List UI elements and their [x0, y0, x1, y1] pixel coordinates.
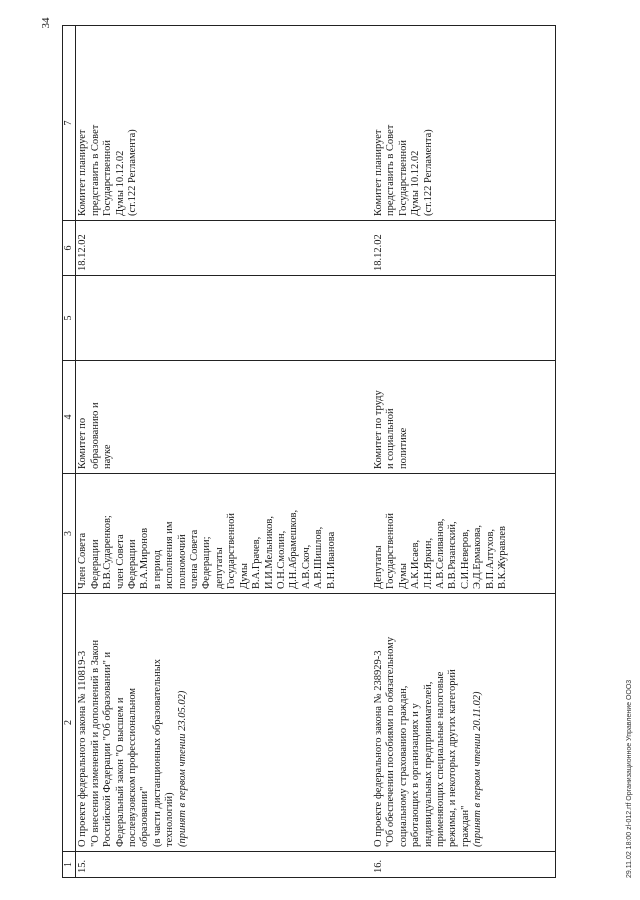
author-line: В.Н.Иванова — [325, 531, 337, 589]
author-line: в период — [151, 549, 163, 589]
bill-reading-note: (принят в первом чтении 23.05.02) — [176, 690, 188, 847]
bill-title-line: работающих в организациях и у — [410, 703, 422, 847]
note-line: Комитет планирует — [372, 129, 384, 216]
bill-title-line: граждан" — [459, 805, 471, 847]
agenda-table — [62, 25, 556, 878]
bill-title-line: послевузовском профессиональном — [127, 687, 139, 847]
bill-title-line: индивидуальных предпринимателей, — [422, 681, 434, 847]
author-line: Федерации; — [201, 536, 213, 589]
committee-line: Комитет по труду — [372, 390, 384, 469]
author-line: полномочий — [176, 534, 188, 589]
committee-line: и социальной — [385, 408, 397, 469]
note-line: Государственной — [102, 140, 114, 216]
author-line: Д.Н.Абрамешков, — [288, 509, 300, 589]
table-row — [372, 26, 556, 878]
col-header-5: 5 — [63, 276, 76, 361]
bill-title-line: образовании" — [139, 786, 151, 847]
committee-cell — [372, 361, 556, 474]
author-line: В.А.Грачев, — [251, 536, 263, 589]
committee-cell — [76, 361, 372, 474]
footer-info: 29.11.02 18:00 zl-012.rtf Организационное Управление ООО3 — [626, 679, 633, 878]
author-line: члена Совета — [189, 529, 201, 589]
author-line: В.В.Рязанский, — [447, 521, 459, 589]
row-number-cell — [76, 852, 372, 878]
date-cell — [372, 221, 556, 276]
date-cell — [76, 221, 372, 276]
committee-line: Комитет по — [77, 417, 89, 469]
author-line: Член Совета — [77, 532, 89, 589]
note-line: Государственной — [397, 140, 409, 216]
note-cell — [372, 26, 556, 221]
bill-title-cell — [76, 594, 372, 852]
bill-title-line: режимы, и некоторых других категорий — [447, 669, 459, 847]
author-line: Думы — [238, 563, 250, 589]
note-line: Думы 10.12.02 — [410, 150, 422, 216]
rotated-page — [40, 17, 634, 878]
committee-line: политике — [397, 427, 409, 469]
page-number: 34 — [40, 17, 52, 29]
header-row — [63, 26, 76, 878]
col-header-3: 3 — [63, 474, 76, 594]
date-value: 18.12.02 — [77, 234, 89, 271]
table-row — [76, 26, 372, 878]
author-line: В.К.Журавлев — [496, 526, 508, 589]
bill-title-cell — [372, 594, 556, 852]
bill-title-line: О проекте федерального закона № 110819-3 — [77, 650, 89, 847]
author-line: Депутаты — [372, 545, 384, 589]
author-line: член Совета — [114, 534, 126, 589]
author-line: А.В.Селиванов, — [434, 518, 446, 589]
author-line: А.В.Шишлов, — [313, 526, 325, 589]
author-line: С.И.Неверов, — [459, 529, 471, 589]
note-line: Комитет планирует — [77, 129, 89, 216]
row-number-cell — [372, 852, 556, 878]
bill-title-line: технологий) — [164, 792, 176, 847]
bill-title-line: "О внесении изменений и дополнений в Закон — [89, 639, 101, 847]
note-line: (ст.122 Регламента) — [127, 129, 139, 216]
author-line: Федерации — [89, 539, 101, 589]
bill-title-line: Российской Федерации "Об образовании" и — [102, 651, 114, 847]
author-line: А.К.Исаев, — [410, 539, 422, 589]
author-line: Государственной — [385, 513, 397, 589]
col-header-1: 1 — [63, 852, 76, 878]
col-header-6: 6 — [63, 221, 76, 276]
author-line: В.П.Алтухов, — [484, 528, 496, 589]
column-5-cell — [372, 276, 556, 361]
author-line: О.Н.Смолин, — [275, 530, 287, 589]
bill-title-line: (в части дистанционных образовательных — [151, 658, 163, 847]
authors-cell — [76, 474, 372, 594]
bill-title-line: применяющих специальные налоговые — [434, 671, 446, 847]
author-line: Государственной — [226, 513, 238, 589]
committee-line: науке — [102, 444, 114, 469]
col-header-7: 7 — [63, 26, 76, 221]
bill-title-line: Федеральный закон "О высшем и — [114, 697, 126, 847]
date-value: 18.12.02 — [372, 234, 384, 271]
bill-reading-note: (принят в первом чтении 20.11.02) — [472, 691, 484, 847]
note-line: представить в Совет — [89, 124, 101, 216]
column-5-cell — [76, 276, 372, 361]
author-line: Э.Д.Ермакова, — [472, 524, 484, 589]
author-line: Федерации — [127, 539, 139, 589]
row-number: 15. — [77, 859, 89, 873]
note-line: представить в Совет — [385, 124, 397, 216]
author-line: А.В.Скоч, — [300, 544, 312, 589]
author-line: исполнения им — [164, 521, 176, 589]
author-line: В.А.Миронов — [139, 527, 151, 589]
author-line: И.И.Мельников, — [263, 516, 275, 589]
author-line: Думы — [397, 563, 409, 589]
bill-title-line: О проекте федерального закона № 238929-3 — [372, 650, 384, 847]
bill-title-line: социальному страхованию граждан, — [397, 685, 409, 847]
bill-title-line: "Об обеспечении пособиями по обязательному — [385, 636, 397, 847]
authors-cell — [372, 474, 556, 594]
author-line: В.В.Сударенков; — [102, 515, 114, 589]
note-line: Думы 10.12.02 — [114, 150, 126, 216]
col-header-2: 2 — [63, 594, 76, 852]
note-cell — [76, 26, 372, 221]
row-number: 16. — [372, 859, 384, 873]
committee-line: образованию и — [89, 402, 101, 469]
author-line: депутаты — [213, 547, 225, 589]
col-header-4: 4 — [63, 361, 76, 474]
author-line: Л.Н.Яркин, — [422, 537, 434, 589]
note-line: (ст.122 Регламента) — [422, 129, 434, 216]
